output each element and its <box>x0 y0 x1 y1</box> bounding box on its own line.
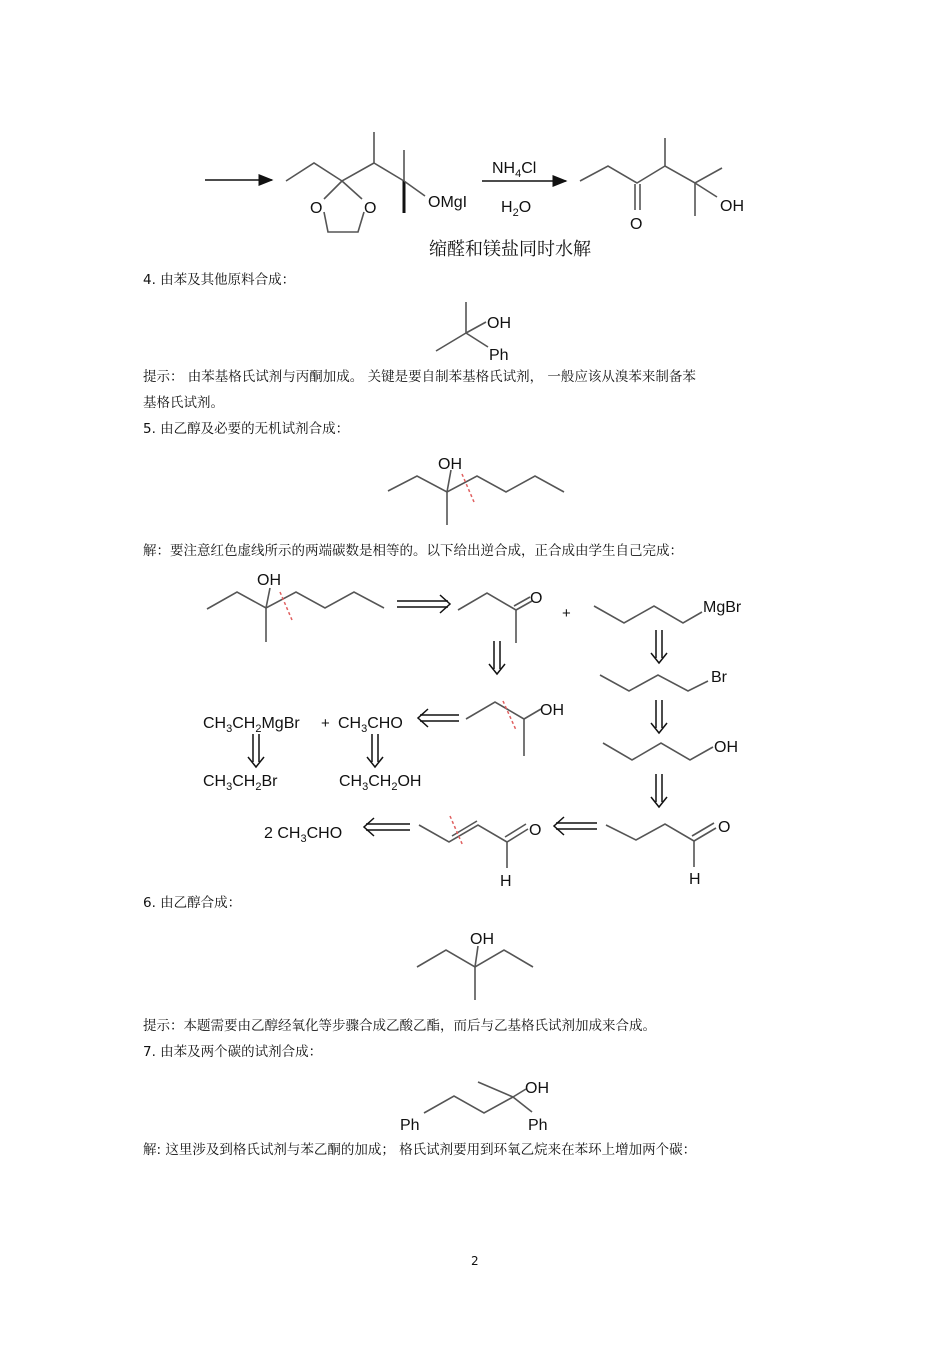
svg-text:2 CH3CHO: 2 $CH_3CHO$ <box>264 825 343 845</box>
svg-text:OH: OH <box>540 702 564 719</box>
problem6-hint: 提示：本题需要由乙醇经氧化等步骤合成乙酸乙酯，而后与乙基格氏试剂加成来合成。 <box>143 1018 656 1034</box>
p6-structure <box>417 931 533 1000</box>
retro-alcohol <box>603 739 738 760</box>
svg-text:OH: OH <box>438 456 462 473</box>
svg-text:O: O <box>310 200 323 217</box>
acetal-structure <box>286 132 467 232</box>
svg-text:+: + <box>321 715 330 732</box>
problem4-hint-line2: 基格氏试剂。 <box>143 395 224 411</box>
svg-text:OH: OH <box>257 572 281 589</box>
svg-text:MgBr: MgBr <box>703 599 742 616</box>
svg-text:OH: OH <box>487 315 511 332</box>
svg-text:OH: OH <box>525 1080 549 1097</box>
retro-formulas <box>203 715 421 845</box>
svg-text:O: O <box>630 216 643 233</box>
retro-arrow-1 <box>397 595 450 613</box>
svg-text:Ph: Ph <box>528 1117 548 1134</box>
svg-text:CH3CH2Br: $CH_3CH_2Br$ <box>203 773 278 793</box>
svg-text:O: O <box>718 819 731 836</box>
retro-arrow-down-1 <box>489 641 505 674</box>
problem5-title: 5. 由乙醇及必要的无机试剂合成： <box>143 421 350 437</box>
hydroxyketone-structure <box>580 138 744 233</box>
svg-text:OH: OH <box>470 931 494 948</box>
retro-target <box>207 572 384 642</box>
svg-text:CH3CHO: $CH_3CHO$ <box>338 715 403 735</box>
svg-text:H: H <box>500 873 512 890</box>
svg-text:O: O <box>529 822 542 839</box>
svg-text:OH: OH <box>714 739 738 756</box>
retro-arrow-4 <box>364 818 410 836</box>
retro-arrow-3 <box>554 817 597 835</box>
svg-text:OMgI: OMgI <box>428 194 468 211</box>
retro-ketone <box>458 590 542 643</box>
svg-text:Br: Br <box>711 669 727 686</box>
svg-text:NH4Cl: $NH_4Cl$ <box>492 160 537 180</box>
svg-text:CH3CH2MgBr: $CH_3CH_2MgBr$ <box>203 715 300 735</box>
retro-enal <box>419 816 541 890</box>
page-number: 2 <box>471 1254 479 1268</box>
retro-arrow-down-5 <box>248 734 264 767</box>
scheme-caption: 缩醛和镁盐同时水解 <box>429 239 591 260</box>
svg-text:CH3CH2OH: $CH_3CH_2OH$ <box>339 773 422 793</box>
problem7-solution: 解: 这里涉及到格氏试剂与苯乙酮的加成； 格氏试剂要用到环氧乙烷来在苯环上增加两个碳： <box>143 1142 697 1158</box>
svg-text:H2O: $H_2O$ <box>501 199 532 219</box>
svg-text:O: O <box>530 590 543 607</box>
retro-aldehyde <box>606 819 730 888</box>
problem4-title: 4. 由苯及其他原料合成： <box>143 272 296 288</box>
problem6-title: 6. 由乙醇合成： <box>143 895 242 911</box>
problem7-title: 7. 由苯及两个碳的试剂合成： <box>143 1044 323 1060</box>
retro-sec-alcohol <box>466 701 564 756</box>
retro-arrow-down-4 <box>651 774 667 807</box>
retro-arrow-down-3 <box>651 700 667 733</box>
retro-bromide <box>600 669 728 691</box>
p5-target-structure <box>388 456 564 525</box>
problem4-hint-line1: 提示： 由苯基格氏试剂与丙酮加成。 关键是要自制苯基格氏试剂， 一般应该从溴苯来制备苯 <box>143 369 696 385</box>
problem5-solution: 解：要注意红色虚线所示的两端碳数是相等的。以下给出逆合成，正合成由学生自己完成： <box>143 543 683 559</box>
retro-plus: + <box>562 605 571 622</box>
retro-arrow-2 <box>418 709 459 727</box>
svg-text:H: H <box>689 871 701 888</box>
svg-text:OH: OH <box>720 198 744 215</box>
hydrolysis-arrow <box>482 160 566 219</box>
svg-text:Ph: Ph <box>489 347 509 364</box>
retro-arrow-down-6 <box>367 734 383 767</box>
retro-grignard <box>594 599 742 623</box>
svg-text:O: O <box>364 200 377 217</box>
svg-text:Ph: Ph <box>400 1117 420 1134</box>
p4-structure <box>436 302 511 364</box>
p7-structure <box>400 1080 549 1134</box>
retro-arrow-down-2 <box>651 630 667 663</box>
